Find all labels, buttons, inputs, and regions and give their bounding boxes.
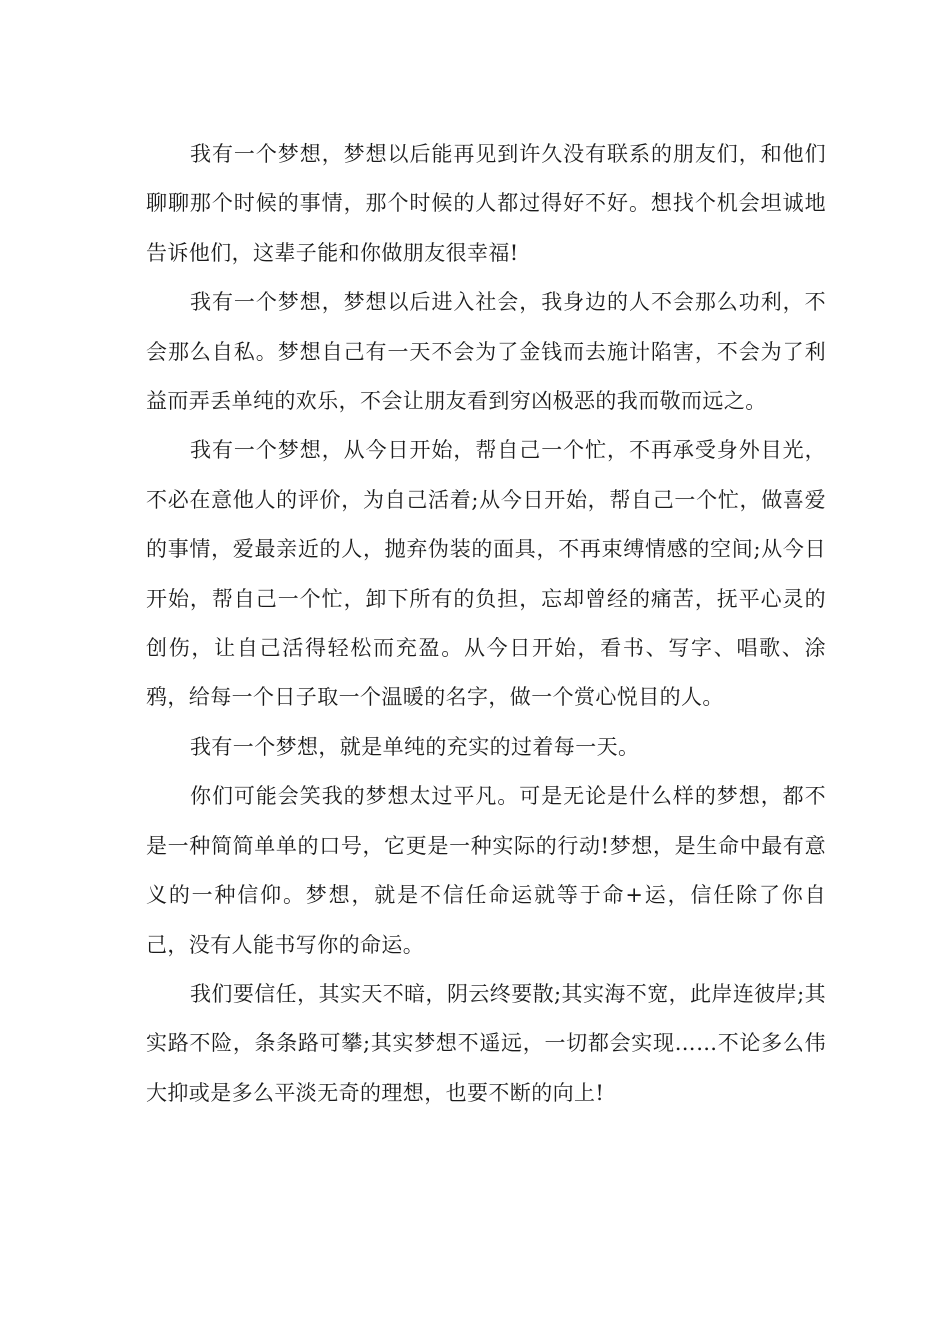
document-body [146,130,826,1118]
paragraph-2: 我有一个梦想，梦想以后进入社会，我身边的人不会那么功利，不会那么自私。梦想自己有一天不会为了金钱而去施计陷害，不会为了利益而弄丢单纯的欢乐，不会让朋友看到穷凶极恶的我而敬而远之。 [146,290,826,414]
paragraph-1: 我有一个梦想，梦想以后能再见到许久没有联系的朋友们，和他们聊聊那个时候的事情，那个时候的人都过得好不好。想找个机会坦诚地告诉他们，这辈子能和你做朋友很幸福! [146,142,826,265]
paragraph-4: 我有一个梦想，就是单纯的充实的过着每一天。 [190,734,640,759]
paragraph-6: 我们要信任，其实天不暗，阴云终要散;其实海不宽，此岸连彼岸;其实路不险，条条路可攀;其实梦想不遥远，一切都会实现……不论多么伟大抑或是多么平淡无奇的理想，也要不断的向上! [146,981,826,1105]
paragraph-3: 我有一个梦想，从今日开始，帮自己一个忙，不再承受身外目光，不必在意他人的评价，为自己活着;从今日开始，帮自己一个忙，做喜爱的事情，爱最亲近的人，抛弃伪装的面具，不再束缚情感的空间;从今日开始，帮自己一个忙，卸下所有的负担，忘却曾经的痛苦，抚平心灵的创伤，让自己活得轻松而充盈。从今日开始，看书、写字、唱歌、涂鸦，给每一个日子取一个温暖的名字，做一个赏心悦目的人。 [146,438,826,710]
paragraph-5: 你们可能会笑我的梦想太过平凡。可是无论是什么样的梦想，都不是一种简简单单的口号，它更是一种实际的行动!梦想，是生命中最有意义的一种信仰。梦想，就是不信任命运就等于命+运，信任除了你自己，没有人能书写你的命运。 [146,784,826,957]
